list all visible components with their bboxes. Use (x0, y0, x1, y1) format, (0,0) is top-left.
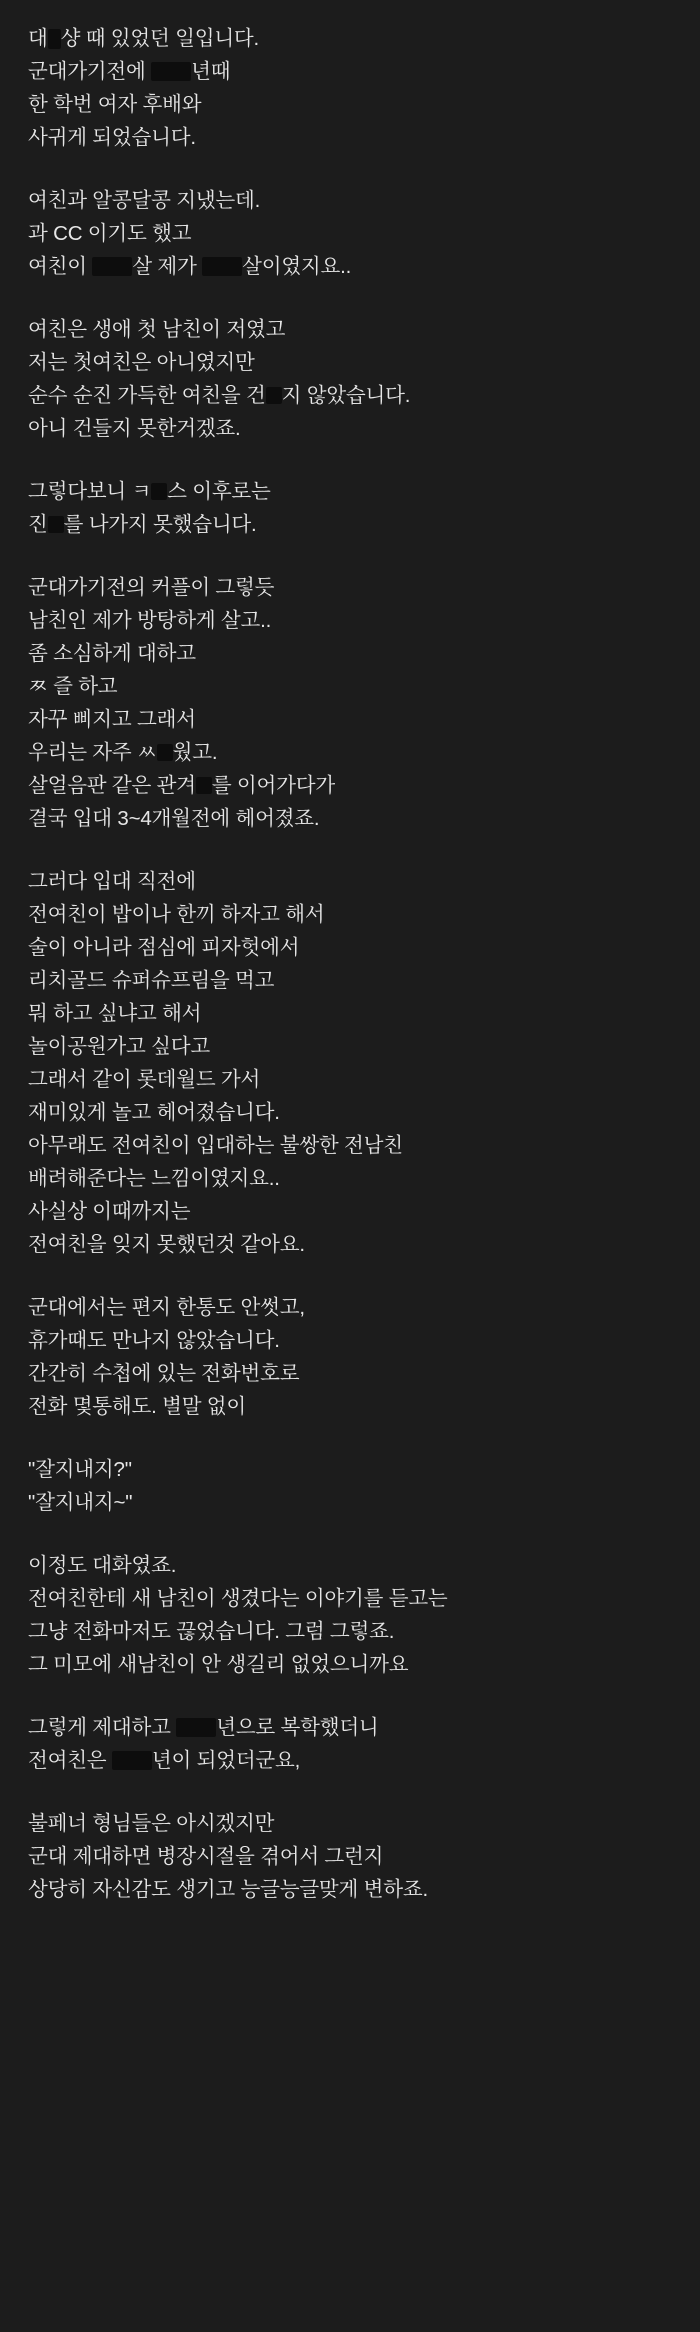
text-run: 샹 때 있었던 일입니다. (60, 27, 260, 50)
text-run: 년으로 복학했더니 (216, 1716, 379, 1739)
text-run: 저는 첫여친은 아니였지만 (28, 351, 255, 374)
text-line (28, 1291, 672, 1324)
text-line (28, 55, 672, 88)
text-run: 진 (28, 513, 48, 536)
text-run: "잘지내지?" (28, 1458, 132, 1481)
text-line (28, 1549, 672, 1582)
text-line (28, 604, 672, 637)
paragraph (28, 475, 672, 541)
text-run: 를 이어가다가 (211, 774, 335, 797)
text-run: 군대가기전의 커플이 그렇듯 (28, 576, 275, 599)
text-run: 남친인 제가 방탕하게 살고.. (28, 609, 272, 632)
text-line (28, 703, 672, 736)
paragraph (28, 1549, 672, 1681)
text-line (28, 802, 672, 835)
text-run: 한 학번 여자 후배와 (28, 93, 202, 116)
text-line (28, 121, 672, 154)
text-run: 리치골드 슈퍼슈프림을 먹고 (28, 969, 275, 992)
text-run: 놀이공원가고 싶다고 (28, 1035, 210, 1058)
text-run: 배려해준다는 느낌이였지요.. (28, 1167, 280, 1190)
text-run: 스 이후로는 (167, 480, 271, 503)
redaction-block (92, 257, 132, 276)
text-line (28, 1711, 672, 1744)
text-run: 군대가기전에 (28, 60, 152, 83)
text-line (28, 1228, 672, 1261)
text-run: 대 (28, 27, 48, 50)
text-run: 불페너 형님들은 아시겠지만 (28, 1812, 275, 1835)
text-run: 우리는 자주 ㅆ (28, 741, 157, 764)
text-line (28, 1195, 672, 1228)
redaction-block (151, 483, 167, 500)
text-run: ㅉ 즐 하고 (28, 675, 118, 698)
text-run: 순수 순진 가득한 여친을 건 (28, 384, 266, 407)
text-line (28, 1129, 672, 1162)
text-line (28, 346, 672, 379)
text-line (28, 1324, 672, 1357)
text-line (28, 571, 672, 604)
text-run: 살이였지요.. (242, 255, 352, 278)
text-run: 살얼음판 같은 관겨 (28, 774, 196, 797)
text-run: 전화 몇통해도. 별말 없이 (28, 1395, 247, 1418)
text-run: 살 제가 (132, 255, 203, 278)
text-run: 좀 소심하게 대하고 (28, 642, 196, 665)
text-line (28, 637, 672, 670)
text-run: 를 나가지 못했습니다. (63, 513, 257, 536)
text-line (28, 250, 672, 283)
text-run: 휴가때도 만나지 않았습니다. (28, 1329, 280, 1352)
redaction-block (151, 62, 191, 81)
paragraph (28, 1291, 672, 1423)
text-line (28, 508, 672, 541)
text-line (28, 412, 672, 445)
text-run: 전여친한테 새 남친이 생겼다는 이야기를 듣고는 (28, 1587, 448, 1610)
text-line (28, 184, 672, 217)
text-run: 이정도 대화였죠. (28, 1554, 177, 1577)
text-run: "잘지내지~" (28, 1491, 133, 1514)
text-line (28, 379, 672, 412)
text-run: 간간히 수첩에 있는 전화번호로 (28, 1362, 300, 1385)
paragraph (28, 1453, 672, 1519)
text-run: 그 미모에 새남친이 안 생길리 없었으니까요 (28, 1653, 409, 1676)
text-run: 그러다 입대 직전에 (28, 870, 196, 893)
text-run: 전여친이 밥이나 한끼 하자고 해서 (28, 903, 325, 926)
paragraph (28, 1807, 672, 1906)
text-line (28, 1096, 672, 1129)
text-line (28, 1162, 672, 1195)
text-line (28, 931, 672, 964)
text-run: 사귀게 되었습니다. (28, 126, 196, 149)
text-run: 그래서 같이 롯데월드 가서 (28, 1068, 261, 1091)
paragraph (28, 865, 672, 1261)
redaction-block (266, 387, 282, 404)
text-line (28, 1873, 672, 1906)
text-run: 그렇게 제대하고 (28, 1716, 177, 1739)
text-line (28, 88, 672, 121)
text-run: 그렇다보니 ㅋ (28, 480, 152, 503)
text-line (28, 1582, 672, 1615)
text-run: 전여친을 잊지 못했던것 같아요. (28, 1233, 305, 1256)
text-line (28, 1744, 672, 1777)
text-run: 상당히 자신감도 생기고 능글능글맞게 변하죠. (28, 1878, 428, 1901)
text-line (28, 1648, 672, 1681)
text-run: 아니 건들지 못한거겠죠. (28, 417, 241, 440)
text-line (28, 313, 672, 346)
text-line (28, 1615, 672, 1648)
text-run: 재미있게 놀고 헤어졌습니다. (28, 1101, 280, 1124)
text-run: 년때 (191, 60, 231, 83)
text-line (28, 670, 672, 703)
redaction-block (157, 744, 173, 761)
text-run: 년이 되었더군요, (151, 1749, 301, 1772)
redaction-block (48, 29, 61, 49)
text-run: 군대에서는 편지 한통도 안썻고, (28, 1296, 305, 1319)
text-line (28, 1357, 672, 1390)
text-run: 술이 아니라 점심에 피자헛에서 (28, 936, 300, 959)
text-run: 지 않았습니다. (281, 384, 411, 407)
paragraph (28, 313, 672, 445)
redaction-block (176, 1718, 216, 1737)
text-line (28, 769, 672, 802)
text-run: 전여친은 (28, 1749, 112, 1772)
text-line (28, 1030, 672, 1063)
text-run: 그냥 전화마저도 끊었습니다. 그럼 그렇죠. (28, 1620, 395, 1643)
text-line (28, 1453, 672, 1486)
text-run: 결국 입대 3~4개월전에 헤어졌죠. (28, 807, 320, 830)
text-run: 여친은 생애 첫 남친이 저였고 (28, 318, 286, 341)
text-line (28, 898, 672, 931)
text-run: 웠고. (172, 741, 218, 764)
text-line (28, 22, 672, 55)
paragraph (28, 1711, 672, 1777)
text-run: 군대 제대하면 병장시절을 겪어서 그런지 (28, 1845, 384, 1868)
text-run: 자꾸 삐지고 그래서 (28, 708, 196, 731)
text-line (28, 997, 672, 1030)
redaction-block (196, 777, 212, 794)
text-line (28, 1486, 672, 1519)
text-run: 여친이 (28, 255, 93, 278)
text-line (28, 964, 672, 997)
paragraph (28, 22, 672, 154)
redaction-block (48, 516, 64, 533)
text-run: 여친과 알콩달콩 지냈는데. (28, 189, 261, 212)
redaction-block (202, 257, 242, 276)
text-line (28, 865, 672, 898)
text-run: 아무래도 전여친이 입대하는 불쌍한 전남친 (28, 1134, 403, 1157)
story-body (28, 22, 672, 1906)
text-line (28, 475, 672, 508)
text-line (28, 1063, 672, 1096)
redaction-block (112, 1751, 152, 1770)
text-line (28, 1390, 672, 1423)
text-run: 과 CC 이기도 했고 (28, 222, 192, 245)
text-line (28, 736, 672, 769)
text-run: 뭐 하고 싶냐고 해서 (28, 1002, 202, 1025)
text-line (28, 1807, 672, 1840)
text-line (28, 1840, 672, 1873)
paragraph (28, 571, 672, 835)
text-line (28, 217, 672, 250)
text-run: 사실상 이때까지는 (28, 1200, 191, 1223)
paragraph (28, 184, 672, 283)
